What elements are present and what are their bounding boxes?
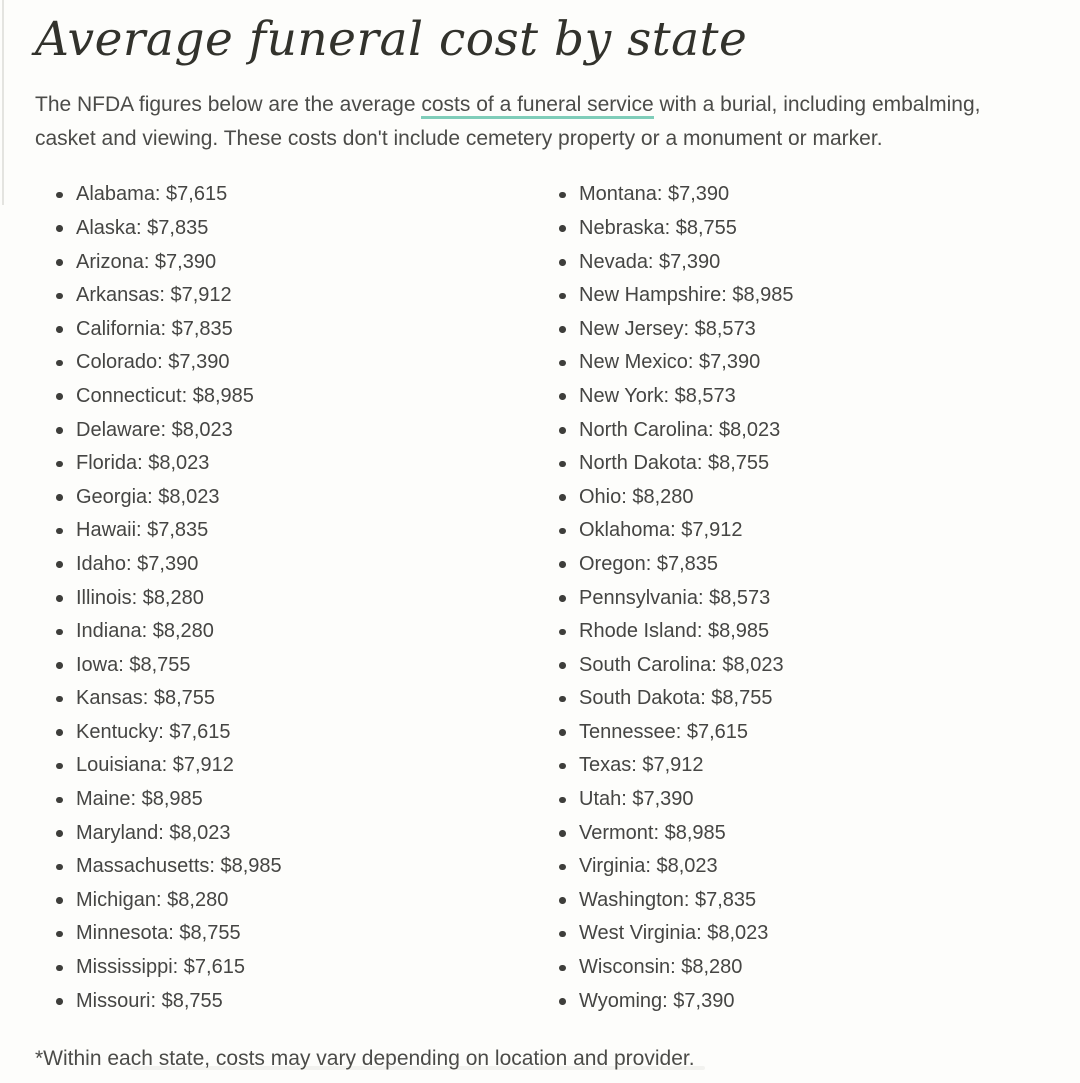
state-cost-label: Florida: $8,023: [76, 452, 210, 475]
list-item: [558, 279, 1050, 313]
state-cost-label: Nebraska: $8,755: [579, 216, 737, 239]
list-item: [558, 313, 1050, 347]
list-item: [55, 783, 558, 817]
list-item: [55, 817, 558, 851]
state-cost-label: South Dakota: $8,755: [579, 687, 773, 710]
state-cost-label: Hawaii: $7,835: [76, 519, 209, 542]
state-cost-label: Washington: $7,835: [579, 888, 757, 911]
state-cost-label: South Carolina: $8,023: [579, 653, 784, 676]
state-cost-label: Ohio: $8,280: [579, 485, 694, 508]
list-item: [558, 380, 1050, 414]
list-item: [55, 582, 558, 616]
list-item: [558, 716, 1050, 750]
state-cost-label: Massachusetts: $8,985: [76, 855, 282, 878]
list-item: [55, 178, 558, 212]
state-cost-label: Oregon: $7,835: [579, 552, 718, 575]
list-item: [558, 447, 1050, 481]
list-item: [55, 313, 558, 347]
list-item: [55, 212, 558, 246]
state-cost-list-right: [558, 178, 1050, 1018]
state-cost-label: Minnesota: $8,755: [76, 922, 241, 945]
list-item: [558, 783, 1050, 817]
list-item: [558, 884, 1050, 918]
list-item: [558, 414, 1050, 448]
state-cost-label: North Carolina: $8,023: [579, 418, 781, 441]
list-item: [558, 649, 1050, 683]
list-item: [55, 548, 558, 582]
state-cost-label: Iowa: $8,755: [76, 653, 191, 676]
list-item: [55, 884, 558, 918]
state-cost-label: Wyoming: $7,390: [579, 989, 735, 1012]
footnote: *Within each state, costs may vary depending on location and provider.: [35, 1047, 695, 1071]
state-cost-label: Arizona: $7,390: [76, 250, 217, 273]
state-cost-label: Mississippi: $7,615: [76, 956, 245, 979]
state-cost-label: Arkansas: $7,912: [76, 284, 232, 307]
state-cost-label: Georgia: $8,023: [76, 485, 220, 508]
list-item: [558, 817, 1050, 851]
state-cost-label: Virginia: $8,023: [579, 855, 718, 878]
state-cost-label: California: $7,835: [76, 317, 233, 340]
list-item: [558, 582, 1050, 616]
list-item: [558, 615, 1050, 649]
list-item: [558, 346, 1050, 380]
list-item: [558, 178, 1050, 212]
list-item: [558, 514, 1050, 548]
state-cost-label: Alabama: $7,615: [76, 183, 228, 206]
list-item: [558, 951, 1050, 985]
state-cost-label: Kansas: $8,755: [76, 687, 215, 710]
list-item: [558, 985, 1050, 1019]
left-edge-divider: [2, 0, 4, 205]
funeral-service-costs-link[interactable]: costs of a funeral service: [421, 93, 653, 119]
list-item: [55, 447, 558, 481]
list-item: [55, 951, 558, 985]
state-cost-label: Rhode Island: $8,985: [579, 620, 770, 643]
intro-text-before-link: The NFDA figures below are the average: [35, 93, 422, 117]
state-cost-label: Utah: $7,390: [579, 788, 694, 811]
list-item: [55, 615, 558, 649]
list-item: [55, 850, 558, 884]
list-item: [55, 649, 558, 683]
state-cost-label: Maine: $8,985: [76, 788, 203, 811]
state-cost-label: Nevada: $7,390: [579, 250, 721, 273]
state-cost-label: Missouri: $8,755: [76, 989, 223, 1012]
state-cost-label: Oklahoma: $7,912: [579, 519, 743, 542]
state-cost-label: Colorado: $7,390: [76, 351, 230, 374]
state-cost-label: Tennessee: $7,615: [579, 720, 749, 743]
list-item: [55, 716, 558, 750]
state-cost-label: Texas: $7,912: [579, 754, 704, 777]
list-item: [55, 346, 558, 380]
state-cost-label: New Hampshire: $8,985: [579, 284, 794, 307]
intro-text-after-link: with a burial, including embalming, casket and viewing. These costs don't include cemetery property or a monument or marker.: [35, 93, 981, 151]
intro-paragraph: [35, 88, 1035, 156]
state-cost-label: New Mexico: $7,390: [579, 351, 761, 374]
list-item: [558, 917, 1050, 951]
list-item: [55, 749, 558, 783]
state-cost-label: Indiana: $8,280: [76, 620, 214, 643]
state-cost-label: Connecticut: $8,985: [76, 384, 254, 407]
state-cost-label: Louisiana: $7,912: [76, 754, 234, 777]
state-cost-label: Wisconsin: $8,280: [579, 956, 743, 979]
state-cost-label: Kentucky: $7,615: [76, 720, 231, 743]
list-item: [55, 682, 558, 716]
state-cost-lists: [35, 178, 1050, 1018]
state-cost-label: Montana: $7,390: [579, 183, 730, 206]
state-cost-label: New Jersey: $8,573: [579, 317, 756, 340]
list-item: [55, 414, 558, 448]
list-item: [558, 850, 1050, 884]
state-cost-label: North Dakota: $8,755: [579, 452, 770, 475]
state-cost-label: West Virginia: $8,023: [579, 922, 769, 945]
page-title: Average funeral cost by state: [35, 12, 748, 67]
state-cost-label: Alaska: $7,835: [76, 216, 209, 239]
list-item: [558, 749, 1050, 783]
state-cost-label: Vermont: $8,985: [579, 821, 726, 844]
list-item: [55, 380, 558, 414]
list-item: [55, 481, 558, 515]
state-cost-label: Idaho: $7,390: [76, 552, 199, 575]
state-cost-label: New York: $8,573: [579, 384, 736, 407]
state-cost-label: Maryland: $8,023: [76, 821, 231, 844]
list-item: [55, 514, 558, 548]
state-cost-label: Pennsylvania: $8,573: [579, 586, 771, 609]
state-cost-label: Delaware: $8,023: [76, 418, 233, 441]
list-item: [558, 246, 1050, 280]
list-item: [558, 548, 1050, 582]
state-cost-label: Michigan: $8,280: [76, 888, 229, 911]
state-cost-list-left: [55, 178, 558, 1018]
list-item: [558, 212, 1050, 246]
list-item: [55, 917, 558, 951]
list-item: [55, 246, 558, 280]
list-item: [55, 985, 558, 1019]
list-item: [55, 279, 558, 313]
cropped-next-line-artifact: [130, 1066, 705, 1070]
list-item: [558, 481, 1050, 515]
list-item: [558, 682, 1050, 716]
state-cost-label: Illinois: $8,280: [76, 586, 204, 609]
